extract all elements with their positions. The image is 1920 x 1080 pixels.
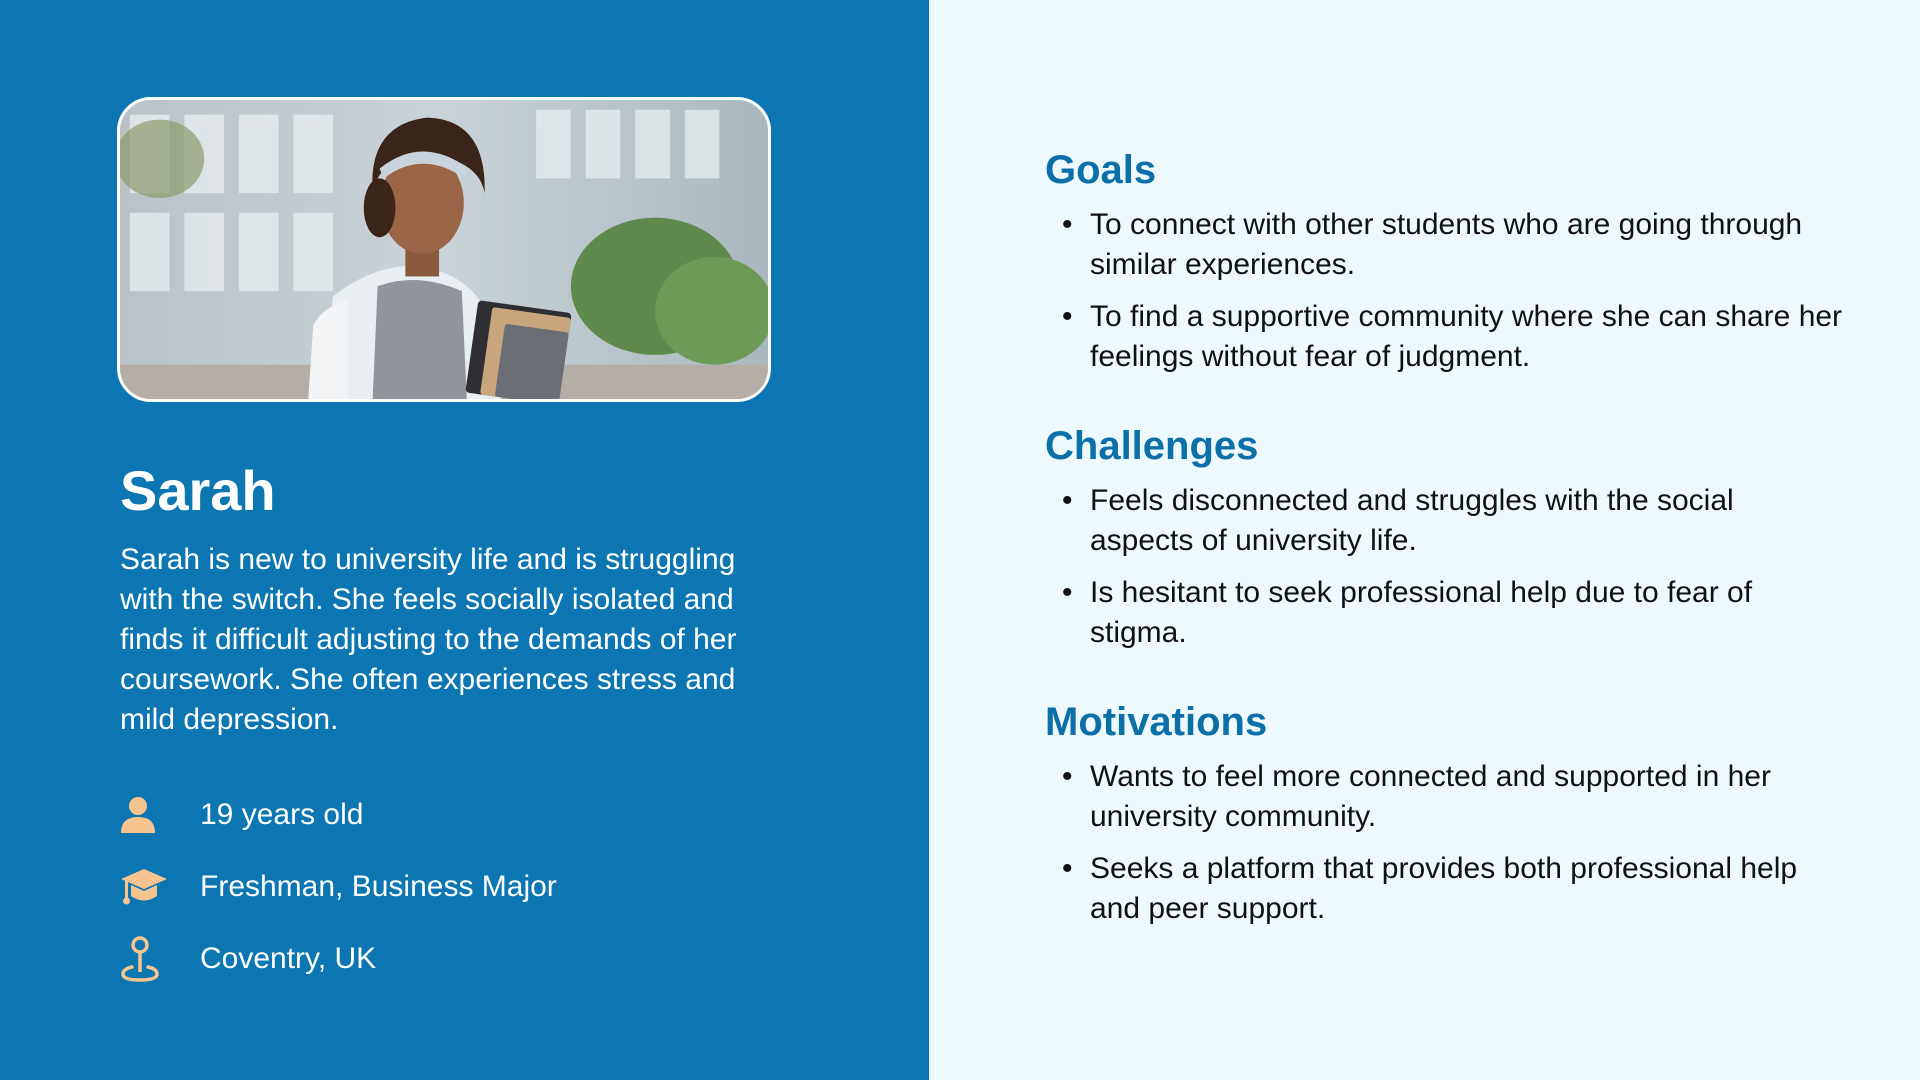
fact-location-text: Coventry, UK [200, 942, 377, 975]
list-item: • To connect with other students who are going through similar experiences. [1045, 205, 1845, 285]
goals-list [1045, 205, 1845, 377]
fact-education-text: Freshman, Business Major [200, 870, 557, 903]
list-item: • Feels disconnected and struggles with the social aspects of university life. [1045, 481, 1845, 561]
fact-age [120, 790, 720, 840]
list-item: • Wants to feel more connected and supported in her university community. [1045, 757, 1845, 837]
motivations-section [1045, 697, 1845, 941]
fact-location [120, 934, 720, 984]
challenges-list [1045, 481, 1845, 653]
motivations-heading: Motivations [1045, 700, 1268, 744]
fact-age-text: 19 years old [200, 798, 364, 831]
goals-section [1045, 145, 1845, 389]
location-pin-icon [120, 934, 176, 984]
challenges-section [1045, 421, 1845, 665]
goals-heading: Goals [1045, 148, 1157, 192]
persona-profile-panel [0, 0, 929, 1080]
motivations-list [1045, 757, 1845, 929]
persona-photo-illustration [120, 100, 768, 399]
persona-photo [117, 97, 771, 402]
fact-education [120, 862, 720, 912]
challenges-heading: Challenges [1045, 424, 1259, 468]
graduation-cap-icon [120, 862, 176, 912]
list-item: • Is hesitant to seek professional help due to fear of stigma. [1045, 573, 1845, 653]
person-icon [120, 790, 176, 840]
persona-bio: Sarah is new to university life and is struggling with the switch. She feels socially isolated and finds it difficult adjusting to the demands of her coursework. She often experiences stress and mild depression. [120, 543, 737, 736]
list-item: • To find a supportive community where she can share her feelings without fear of judgment. [1045, 297, 1845, 377]
list-item: • Seeks a platform that provides both professional help and peer support. [1045, 849, 1845, 929]
persona-name: Sarah [120, 459, 276, 522]
